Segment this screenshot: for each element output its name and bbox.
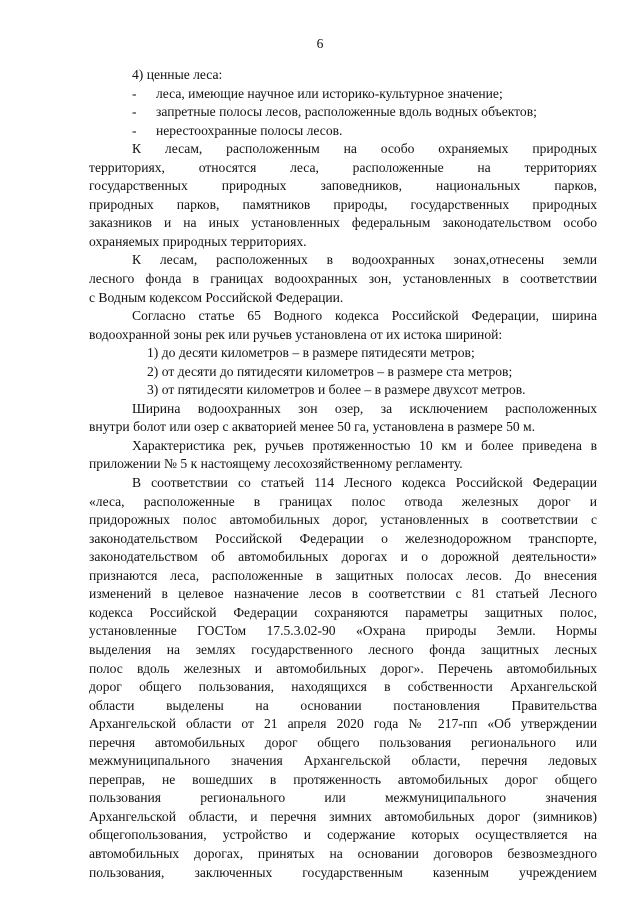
text-line: В соответствии со статьей 114 Лесного кодекса Российской Федерации bbox=[132, 475, 597, 491]
text-line: К лесам, расположенных в водоохранных зонах,отнесены земли bbox=[132, 252, 597, 268]
text-line: 4) ценные леса: bbox=[132, 67, 223, 82]
text-line: пользования регионального или межмуниципального значения bbox=[89, 790, 597, 806]
text-line: дорог общего пользования, находящихся в собственности Архангельской bbox=[89, 679, 597, 695]
text-line: законодательством об автомобильных дорогах и о дорожной деятельности» bbox=[89, 549, 597, 565]
text-line: общегопользования, устройство и содержание которых осуществляется на bbox=[89, 827, 597, 843]
text-line: кодекса Российской Федерации сохраняются параметры защитных полос, bbox=[89, 604, 597, 620]
text-line: природных парков, памятников природы, государственных природных bbox=[89, 196, 597, 212]
text-line: 1) до десяти километров – в размере пятидесяти метров; bbox=[147, 345, 475, 361]
text-line: перечня автомобильных дорог общего пользования регионального или bbox=[89, 734, 597, 750]
list-bullet: - bbox=[132, 85, 137, 101]
text-line: признаются леса, расположенные в защитных полосах лесов. До внесения bbox=[89, 567, 597, 583]
text-line: водоохранной зоны рек или ручьев установлена от их истока шириной: bbox=[89, 326, 503, 342]
list-item bbox=[89, 85, 597, 104]
text-line: внутри болот или озер с акваторией менее 50 га, установлена в размере 50 м. bbox=[89, 419, 536, 435]
page-number: 6 bbox=[316, 36, 324, 51]
text-line: межмуниципального значения Архангельской области, перечня ледовых bbox=[89, 753, 597, 769]
list-bullet: - bbox=[132, 104, 137, 120]
text-line: 3) от пятидесяти километров и более – в размере двухсот метров. bbox=[147, 382, 526, 398]
text-line: области выделены на основании постановления Правительства bbox=[89, 697, 597, 713]
list-item-text: леса, имеющие научное или историко-культурное значение; bbox=[156, 85, 503, 101]
text-line: Архангельской области от 21 апреля 2020 года № 217-пп «Об утверждении bbox=[89, 716, 597, 732]
text-line: выделения на землях государственного лесного фонда защитных лесных bbox=[89, 641, 597, 657]
text-line: пользования, заключенных государственным казенным учреждением bbox=[89, 864, 597, 880]
text-line: установленные ГОСТом 17.5.3.02-90 «Охрана природы Земли. Нормы bbox=[89, 623, 597, 639]
text-line: лесного фонда в границах водоохранных зон, установленных в соответствии bbox=[89, 271, 597, 287]
body-text bbox=[89, 66, 597, 882]
text-line: с Водным кодексом Российской Федерации. bbox=[89, 289, 344, 305]
text-line: К лесам, расположенным на особо охраняемых природных bbox=[132, 141, 597, 157]
list-bullet: - bbox=[132, 122, 137, 138]
list-item-text: нерестоохранные полосы лесов. bbox=[156, 122, 343, 138]
text-line: полос вдоль железных и автомобильных дорог». Перечень автомобильных bbox=[89, 660, 597, 676]
text-line: 2) от десяти до пятидесяти километров – в размере ста метров; bbox=[147, 363, 513, 379]
text-line: охраняемых природных территориях. bbox=[89, 233, 307, 249]
list-item bbox=[89, 103, 597, 122]
list-item-text: запретные полосы лесов, расположенные вдоль водных объектов; bbox=[156, 104, 537, 120]
text-line: Ширина водоохранных зон озер, за исключением расположенных bbox=[132, 400, 597, 416]
text-line: заказников и на иных установленных федеральным законодательством особо bbox=[89, 215, 597, 231]
text-line: изменений в целевое назначение лесов в соответствии с 81 статьей Лесного bbox=[89, 586, 597, 602]
text-line: Архангельской области, и перечня зимних автомобильных дорог (зимников) bbox=[89, 808, 597, 824]
text-line: Согласно статье 65 Водного кодекса Российской Федерации, ширина bbox=[132, 308, 597, 324]
text-line: законодательством Российской Федерации о железнодорожном транспорте, bbox=[89, 530, 597, 546]
text-line: Характеристика рек, ручьев протяженностью 10 км и более приведена в bbox=[132, 437, 597, 453]
text-line: территориях, относятся леса, расположенные на территориях bbox=[89, 159, 597, 175]
text-line: автомобильных дорогах, принятых на основании договоров безвозмездного bbox=[89, 845, 597, 861]
text-line: государственных природных заповедников, национальных парков, bbox=[89, 178, 597, 194]
text-line: придорожных полос автомобильных дорог, установленных в соответствии с bbox=[89, 512, 597, 528]
text-line: приложении № 5 к настоящему лесохозяйственному регламенту. bbox=[89, 456, 463, 472]
list-item bbox=[89, 122, 597, 141]
text-line: переправ, не вошедших в протяженность автомобильных дорог общего bbox=[89, 771, 597, 787]
text-line: «леса, расположенные в границах полос отвода железных дорог и bbox=[89, 493, 597, 509]
